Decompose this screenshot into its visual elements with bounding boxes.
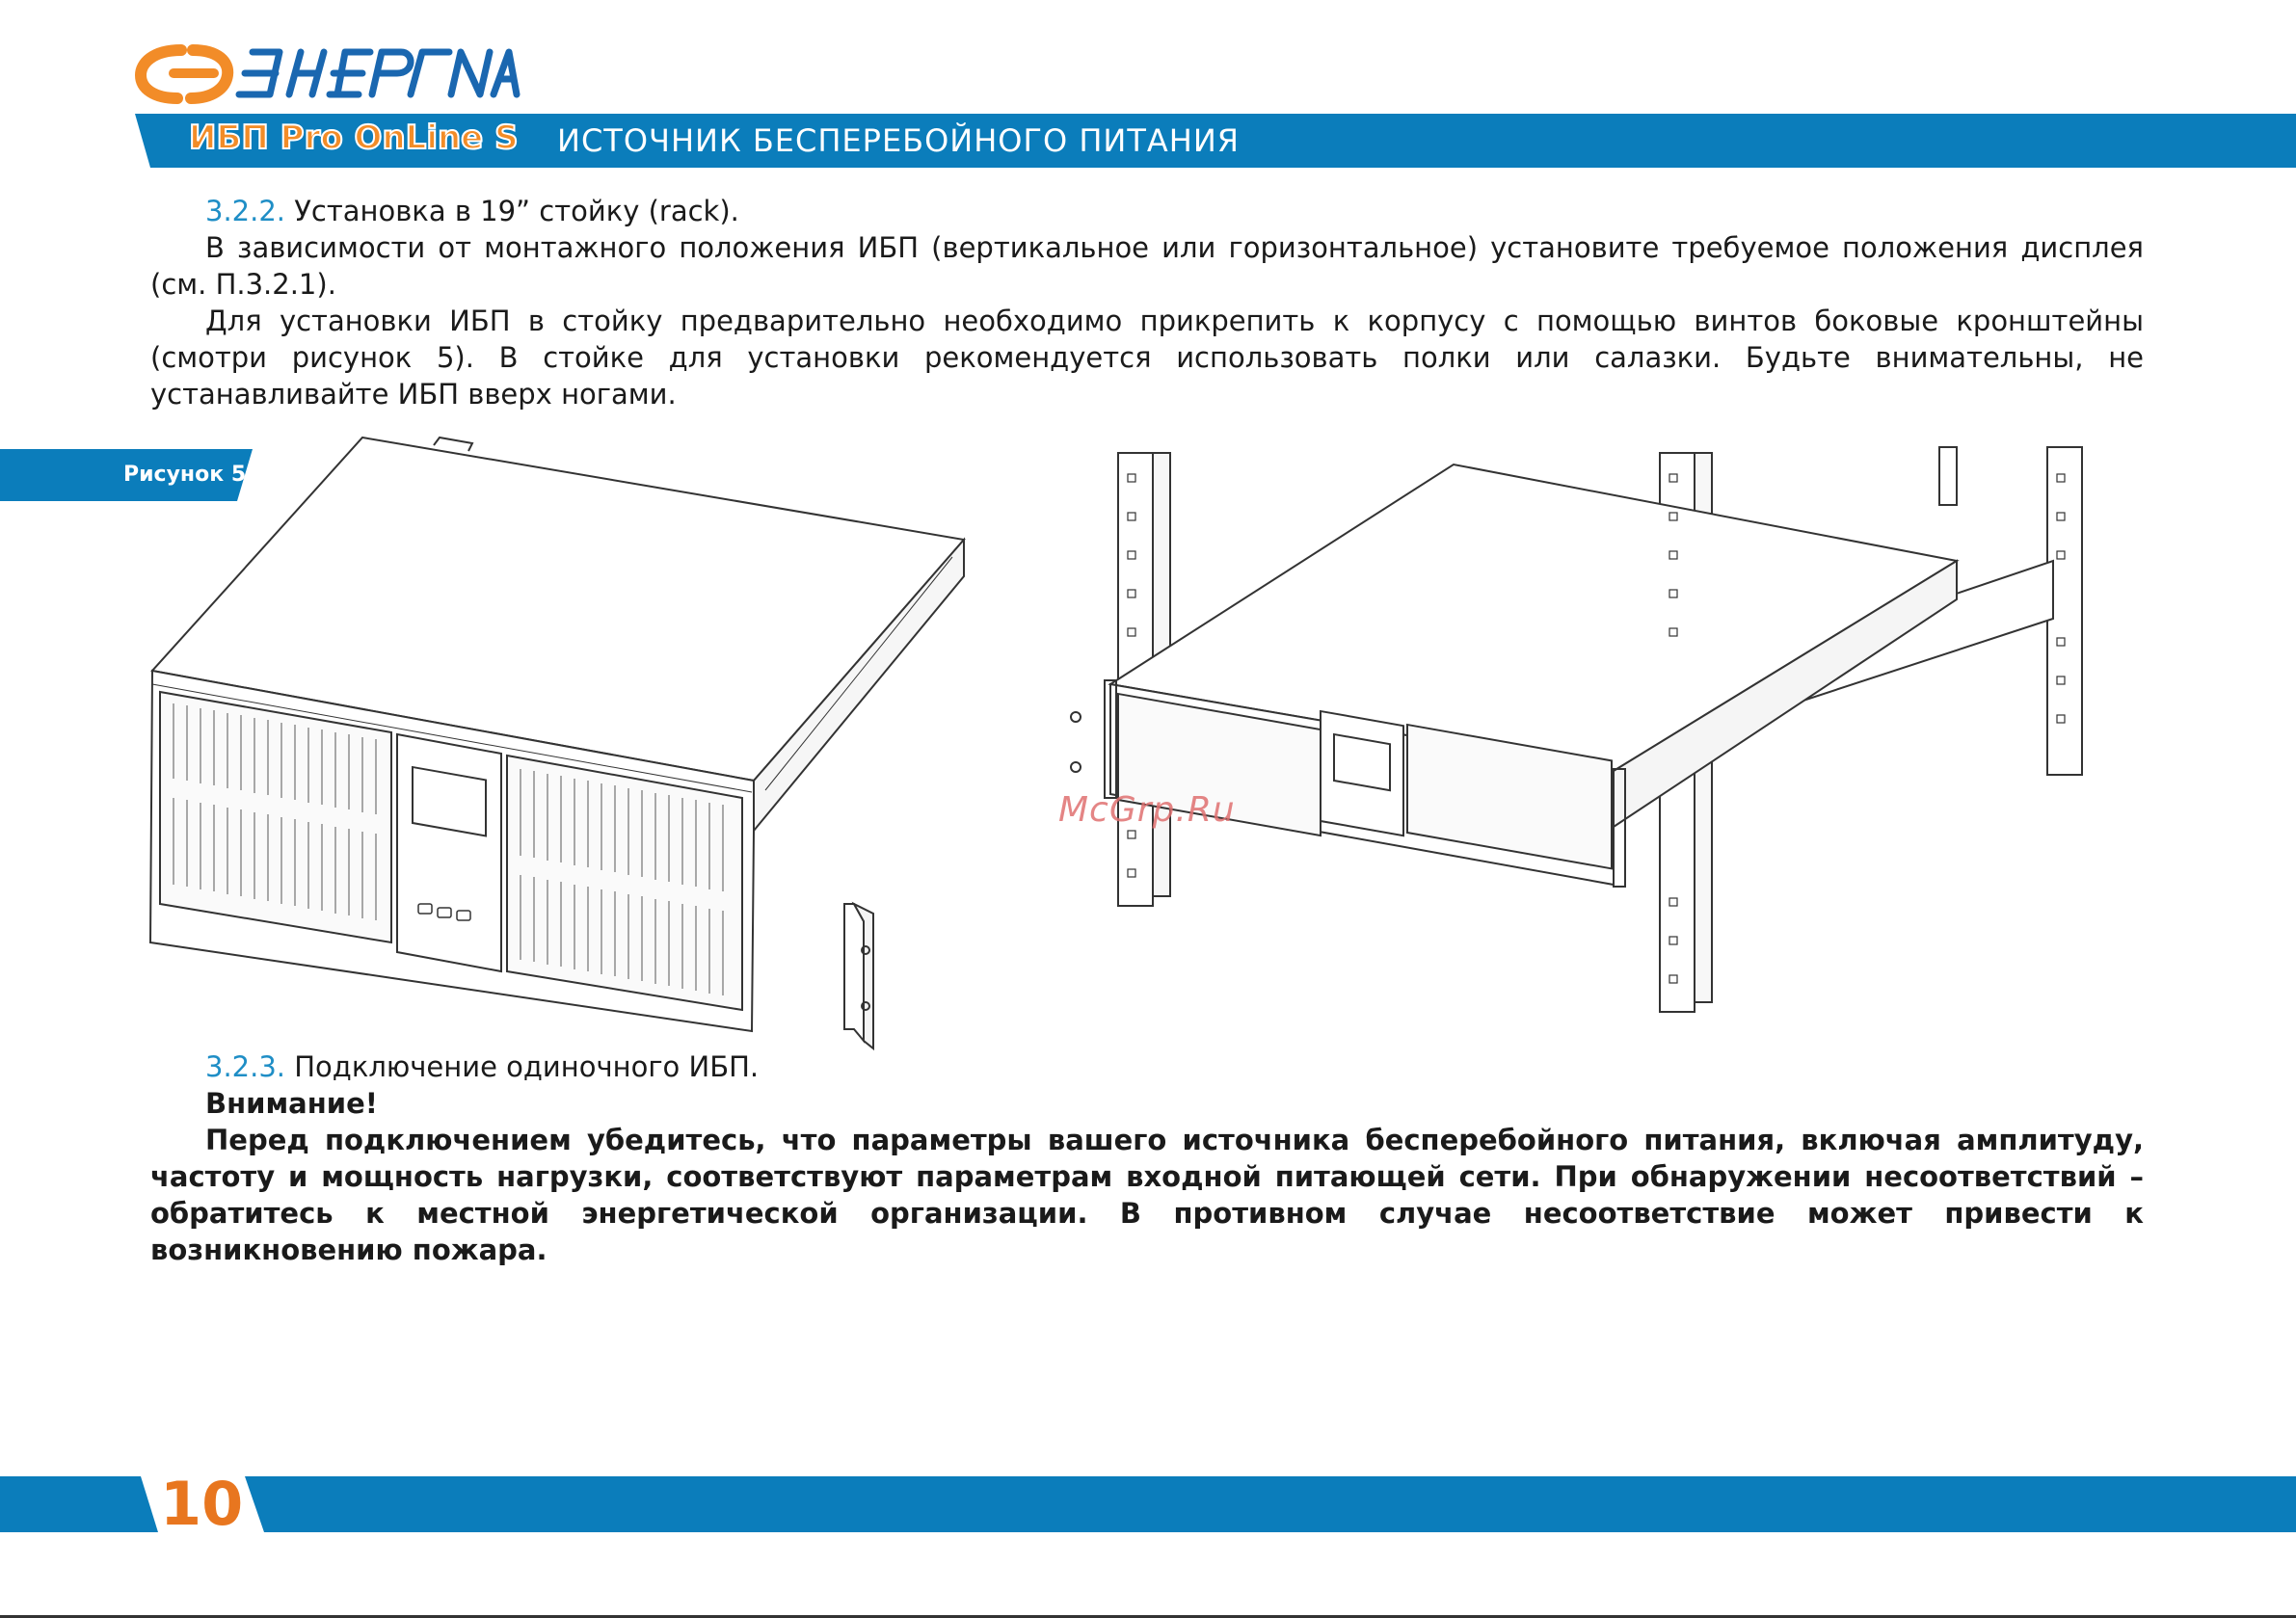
section-322-paragraph-2: Для установки ИБП в стойку предварительно необходимо прикрепить к корпусу с помощью винтов боковые кронштейны (смотри рисунок 5). В стойке для установки рекомендуется использовать полки или салазки. Будьте внимательны, не устанавливайте ИБП вверх ногами. bbox=[150, 305, 2144, 411]
section-322-heading bbox=[150, 193, 2144, 229]
header-title: ИСТОЧНИК БЕСПЕРЕБОЙНОГО ПИТАНИЯ bbox=[557, 122, 1241, 159]
watermark: McGrp.Ru bbox=[1058, 790, 1236, 830]
section-number: 3.2.2. bbox=[205, 195, 286, 227]
logo-text bbox=[239, 52, 517, 94]
section-322-paragraph-1: В зависимости от монтажного положения ИБП (вертикальное или горизонтальное) установите требуемое положения дисплея (см. П.3.2.1). bbox=[150, 231, 2144, 301]
section-title: Подключение одиночного ИБП. bbox=[294, 1050, 760, 1083]
figure-label: Рисунок 5 bbox=[123, 463, 247, 487]
section-323-heading bbox=[150, 1048, 2144, 1085]
product-name: ИБП Pro OnLine S bbox=[189, 119, 519, 157]
page-number: 10 bbox=[160, 1469, 244, 1539]
logo-symbol bbox=[141, 50, 227, 98]
rack-mount-illustration bbox=[1060, 445, 2159, 1023]
warning-text: Перед подключением убедитесь, что параметры вашего источника бесперебойного питания, включая амплитуду, частоту и мощность нагрузки, соответствуют параметрам входной питающей сети. При обнаружении несоответствий – обратитесь к местной энергетической организации. В противном случае несоответствие может привести к возникновению пожара. bbox=[150, 1124, 2144, 1266]
energia-logo bbox=[135, 39, 521, 108]
ups-illustration bbox=[145, 432, 974, 1075]
footer-band bbox=[0, 1476, 2296, 1532]
warning-title: Внимание! bbox=[205, 1087, 378, 1120]
section-title: Установка в 19” стойку (rack). bbox=[294, 195, 739, 227]
section-number: 3.2.3. bbox=[205, 1050, 286, 1083]
